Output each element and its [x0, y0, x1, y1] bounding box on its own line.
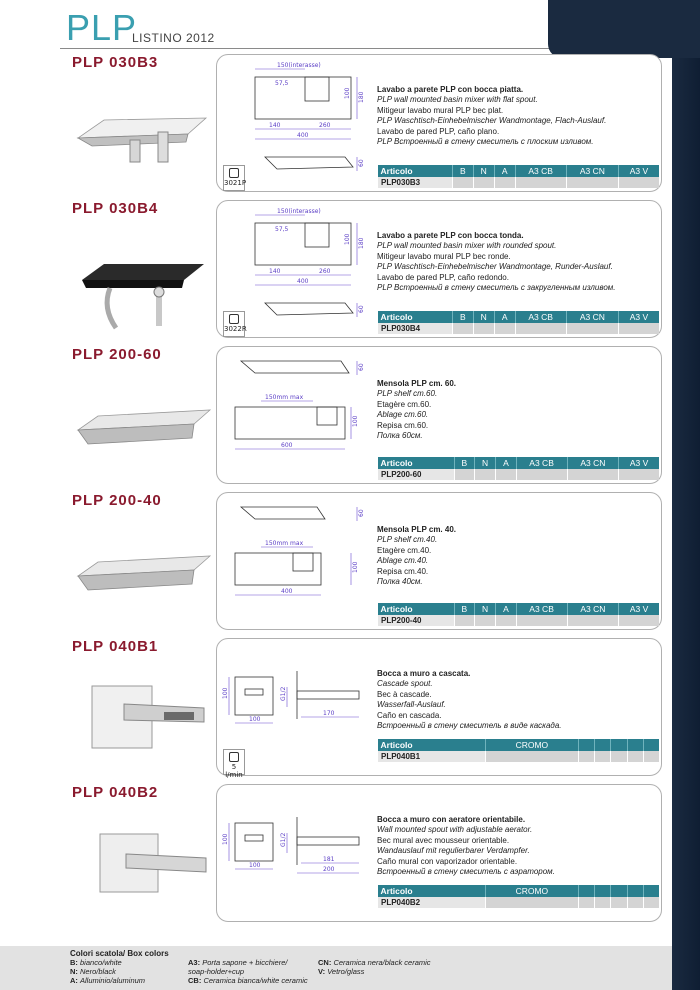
box-colors-legend: [0, 946, 672, 990]
article-table: [377, 603, 659, 626]
table-header-cell: [595, 739, 611, 751]
price-cell: [454, 469, 474, 480]
table-header-row: [378, 603, 660, 615]
table-header-cell: A: [494, 165, 515, 177]
legend-item: A: Alluminio/aluminum: [70, 976, 146, 985]
product-image: [64, 510, 216, 628]
description-line: Repisa cm.40.: [377, 566, 429, 576]
cartridge-icon: [229, 168, 239, 178]
svg-text:100: 100: [249, 862, 261, 869]
table-header-cell: A: [496, 603, 516, 615]
description-line: Ablage cm.40.: [377, 556, 429, 566]
technical-drawing: [221, 351, 369, 479]
price-cell: [496, 615, 516, 626]
legend-item: CB: Ceramica bianca/white ceramic: [188, 976, 308, 985]
svg-text:180: 180: [358, 237, 365, 249]
table-header-cell: B: [452, 165, 473, 177]
description-line: PLP Встроенный в стену смеситель с закругленным изливом.: [377, 283, 616, 293]
table-row: [378, 615, 660, 626]
header-dark-block: [548, 0, 700, 58]
svg-text:260: 260: [319, 268, 331, 275]
description-line: Встроенный в стену смеситель в виде каскада.: [377, 721, 562, 731]
svg-text:60: 60: [358, 305, 365, 313]
table-header-cell: A3 CB: [516, 603, 567, 615]
price-cell: [595, 897, 611, 908]
product-card: [216, 200, 662, 338]
drawing-area: [221, 789, 369, 917]
description-line: Caño en cascada.: [377, 710, 442, 720]
table-header-row: [378, 885, 660, 897]
product-title: PLP 040B1: [72, 638, 159, 655]
table-header-cell: A: [494, 311, 515, 323]
description-line: Mitigeur lavabo mural PLP bec plat.: [377, 105, 504, 115]
price-cell: [452, 323, 473, 334]
table-header-cell: CROMO: [486, 885, 579, 897]
table-row: [378, 897, 660, 908]
legend-col-3: [318, 958, 431, 976]
table-header-cell: N: [475, 457, 496, 469]
price-cell: [473, 177, 494, 188]
price-cell: [486, 897, 579, 908]
price-cell: [452, 177, 473, 188]
price-cell: [516, 615, 567, 626]
product-image: [64, 218, 216, 336]
table-header-cell: A3 V: [619, 603, 659, 615]
product-section: [64, 200, 662, 340]
table-header-cell: A3 CN: [567, 457, 619, 469]
legend-item: V: Vetro/glass: [318, 967, 365, 976]
product-title: PLP 030B4: [72, 200, 159, 217]
table-header-cell: A3 CB: [515, 165, 566, 177]
product-card: [216, 346, 662, 484]
table-header-cell: B: [454, 457, 474, 469]
product-title: PLP 200-40: [72, 492, 162, 509]
price-cell: [516, 469, 567, 480]
table-header-cell: [644, 739, 659, 751]
drawing-area: [221, 351, 369, 479]
price-cell: [473, 323, 494, 334]
svg-text:100: 100: [344, 87, 351, 99]
price-cell: [618, 177, 659, 188]
description-line: Caño mural con vaporizador orientable.: [377, 856, 518, 866]
product-card: [216, 492, 662, 630]
description-line: PLP Waschtisch-Einhebelmischer Wandmontage, Runder-Auslauf.: [377, 262, 613, 272]
price-list-subtitle: LISTINO 2012: [132, 31, 215, 45]
table-header-cell: A3 CB: [516, 457, 567, 469]
description-line: Lavabo a parete PLP con bocca tonda.: [377, 231, 524, 240]
svg-text:100: 100: [344, 233, 351, 245]
legend-col-1: [70, 958, 145, 985]
product-description: [377, 231, 657, 293]
svg-text:150(interasse): 150(interasse): [277, 62, 321, 69]
article-table: [377, 885, 659, 908]
price-cell: [567, 615, 619, 626]
price-cell: [475, 615, 496, 626]
product-photo: [64, 218, 216, 336]
description-line: Ablage cm.60.: [377, 410, 429, 420]
svg-text:60: 60: [358, 159, 365, 167]
product-description: [377, 669, 657, 731]
table-header-cell: A3 V: [619, 457, 659, 469]
part-code-badge: 3022R: [223, 311, 245, 337]
description-line: Встроенный в стену смеситель с аэратором.: [377, 867, 555, 877]
svg-text:400: 400: [297, 132, 309, 139]
product-photo: [64, 72, 216, 190]
description-line: PLP wall mounted basin mixer with flat spout.: [377, 95, 538, 105]
table-header-cell: Articolo: [378, 739, 486, 751]
svg-text:150mm max: 150mm max: [265, 540, 304, 547]
cartridge-icon: [229, 752, 239, 762]
description-line: Lavabo a parete PLP con bocca piatta.: [377, 85, 524, 94]
price-cell: [619, 615, 659, 626]
svg-text:150mm max: 150mm max: [265, 394, 304, 401]
product-section: [64, 492, 662, 632]
description-line: Mensola PLP cm. 60.: [377, 379, 456, 388]
price-cell: [627, 751, 643, 762]
table-header-row: [378, 457, 660, 469]
price-cell: [595, 751, 611, 762]
table-header-cell: N: [473, 311, 494, 323]
table-header-cell: Articolo: [378, 457, 455, 469]
price-cell: [566, 323, 618, 334]
description-line: Repisa cm.60.: [377, 420, 429, 430]
product-photo: [64, 802, 216, 920]
price-cell: [644, 751, 659, 762]
description-line: Bec mural avec mousseur orientable.: [377, 835, 510, 845]
price-cell: [618, 323, 659, 334]
svg-text:260: 260: [319, 122, 331, 129]
table-header-row: [378, 739, 660, 751]
description-line: Полка 40см.: [377, 577, 423, 587]
svg-text:100: 100: [249, 716, 261, 723]
description-line: Lavabo de pared PLP, caño redondo.: [377, 272, 509, 282]
description-line: Etagère cm.60.: [377, 399, 432, 409]
product-photo: [64, 656, 216, 774]
product-section: [64, 54, 662, 194]
technical-drawing: [221, 497, 369, 625]
price-cell: [494, 323, 515, 334]
table-header-cell: N: [475, 603, 496, 615]
table-row: [378, 323, 660, 334]
table-header-cell: [578, 885, 594, 897]
table-header-cell: B: [452, 311, 473, 323]
table-header-cell: [627, 885, 643, 897]
table-row: [378, 751, 660, 762]
svg-text:G1/2: G1/2: [280, 686, 287, 701]
svg-text:G1/2: G1/2: [280, 832, 287, 847]
price-cell: [496, 469, 516, 480]
legend-col-2: [188, 958, 308, 985]
svg-text:400: 400: [281, 588, 293, 595]
svg-text:180: 180: [358, 91, 365, 103]
price-cell: [578, 897, 594, 908]
legend-item: soap-holder+cup: [188, 967, 245, 976]
product-title: PLP 200-60: [72, 346, 162, 363]
table-header-cell: Articolo: [378, 885, 486, 897]
table-header-cell: B: [454, 603, 474, 615]
price-cell: [611, 751, 627, 762]
product-description: [377, 525, 657, 587]
product-description: [377, 379, 657, 441]
right-sidebar-band: [672, 58, 700, 990]
article-table: [377, 457, 659, 480]
price-cell: [515, 177, 566, 188]
article-code-cell: PLP040B1: [378, 751, 486, 762]
table-header-cell: N: [473, 165, 494, 177]
product-section: [64, 638, 662, 778]
description-line: Lavabo de pared PLP, caño plano.: [377, 126, 500, 136]
description-line: Bocca a muro con aeratore orientabile.: [377, 815, 526, 824]
price-cell: [454, 615, 474, 626]
legend-item: N: Nero/black: [70, 967, 116, 976]
table-header-cell: A3 CN: [566, 165, 618, 177]
table-header-cell: A3 CN: [567, 603, 619, 615]
product-photo: [64, 510, 216, 628]
svg-text:100: 100: [222, 687, 229, 699]
table-header-cell: [578, 739, 594, 751]
description-line: PLP shelf cm.40.: [377, 535, 438, 545]
product-card: [216, 54, 662, 192]
legend-item: A3: Porta sapone + bicchiere/: [188, 958, 288, 967]
article-code-cell: PLP200-40: [378, 615, 455, 626]
svg-text:150(interasse): 150(interasse): [277, 208, 321, 215]
price-cell: [486, 751, 579, 762]
table-header-cell: A3 V: [618, 311, 659, 323]
product-description: [377, 85, 657, 147]
description-line: Wasserfall-Auslauf.: [377, 700, 446, 710]
cartridge-icon: [229, 314, 239, 324]
description-line: PLP Встроенный в стену смеситель с плоским изливом.: [377, 137, 594, 147]
part-code-badge: 5 l/min: [223, 749, 245, 775]
description-line: Bec à cascade.: [377, 689, 432, 699]
page-header: [0, 0, 700, 58]
svg-text:100: 100: [222, 833, 229, 845]
technical-drawing: [221, 789, 369, 917]
description-line: PLP Waschtisch-Einhebelmischer Wandmontage, Flach-Auslauf.: [377, 116, 607, 126]
price-cell: [619, 469, 659, 480]
table-header-cell: A3 CN: [566, 311, 618, 323]
table-header-cell: Articolo: [378, 165, 453, 177]
article-code-cell: PLP040B2: [378, 897, 486, 908]
svg-text:170: 170: [323, 710, 335, 717]
svg-text:100: 100: [352, 561, 359, 573]
article-table: [377, 739, 659, 762]
product-title: PLP 040B2: [72, 784, 159, 801]
description-line: Bocca a muro a cascata.: [377, 669, 471, 678]
article-code-cell: PLP200-60: [378, 469, 455, 480]
description-line: Полка 60см.: [377, 431, 423, 441]
svg-text:57,5: 57,5: [275, 80, 289, 87]
article-table: [377, 165, 659, 188]
product-photo: [64, 364, 216, 482]
legend-title: Colori scatola/ Box colors: [70, 949, 169, 958]
product-image: [64, 72, 216, 190]
description-line: PLP shelf cm.60.: [377, 389, 438, 399]
part-code-badge: 3021P: [223, 165, 245, 191]
svg-text:600: 600: [281, 442, 293, 449]
table-header-cell: A3 V: [618, 165, 659, 177]
description-line: Mensola PLP cm. 40.: [377, 525, 456, 534]
legend-item: B: bianco/white: [70, 958, 122, 967]
legend-item: CN: Ceramica nera/black ceramic: [318, 958, 431, 967]
product-title: PLP 030B3: [72, 54, 159, 71]
price-cell: [611, 897, 627, 908]
price-cell: [627, 897, 643, 908]
product-image: [64, 656, 216, 774]
product-card: [216, 784, 662, 922]
price-cell: [515, 323, 566, 334]
svg-text:60: 60: [358, 509, 365, 517]
brand-title: PLP: [66, 7, 138, 48]
svg-text:181: 181: [323, 856, 335, 863]
description-line: PLP wall mounted basin mixer with rounded spout.: [377, 241, 557, 251]
table-header-cell: [611, 739, 627, 751]
svg-text:60: 60: [358, 363, 365, 371]
table-header-row: [378, 165, 660, 177]
product-image: [64, 364, 216, 482]
product-description: [377, 815, 657, 877]
table-header-cell: CROMO: [486, 739, 579, 751]
product-section: [64, 346, 662, 486]
svg-text:140: 140: [269, 122, 281, 129]
table-header-cell: [595, 885, 611, 897]
table-header-cell: Articolo: [378, 311, 453, 323]
price-cell: [578, 751, 594, 762]
price-cell: [494, 177, 515, 188]
product-image: [64, 802, 216, 920]
table-header-cell: Articolo: [378, 603, 455, 615]
table-header-cell: A: [496, 457, 516, 469]
product-section: [64, 784, 662, 924]
table-header-cell: A3 CB: [515, 311, 566, 323]
description-line: Wall mounted spout with adjustable aerator.: [377, 825, 533, 835]
svg-text:100: 100: [352, 415, 359, 427]
svg-text:400: 400: [297, 278, 309, 285]
drawing-area: [221, 497, 369, 625]
description-line: Wandauslauf mit regulierbarer Verdampfer.: [377, 846, 530, 856]
article-table: [377, 311, 659, 334]
price-cell: [475, 469, 496, 480]
svg-text:57,5: 57,5: [275, 226, 289, 233]
table-header-cell: [644, 885, 659, 897]
table-row: [378, 469, 660, 480]
table-header-cell: [611, 885, 627, 897]
article-code-cell: PLP030B4: [378, 323, 453, 334]
description-line: Mitigeur lavabo mural PLP bec ronde.: [377, 251, 511, 261]
table-header-cell: [627, 739, 643, 751]
header-rule: [60, 48, 550, 49]
description-line: Cascade spout.: [377, 679, 433, 689]
price-cell: [644, 897, 659, 908]
price-cell: [566, 177, 618, 188]
product-card: [216, 638, 662, 779]
svg-text:140: 140: [269, 268, 281, 275]
table-header-row: [378, 311, 660, 323]
price-cell: [567, 469, 619, 480]
article-code-cell: PLP030B3: [378, 177, 453, 188]
table-row: [378, 177, 660, 188]
description-line: Etagère cm.40.: [377, 545, 432, 555]
svg-text:200: 200: [323, 866, 335, 873]
